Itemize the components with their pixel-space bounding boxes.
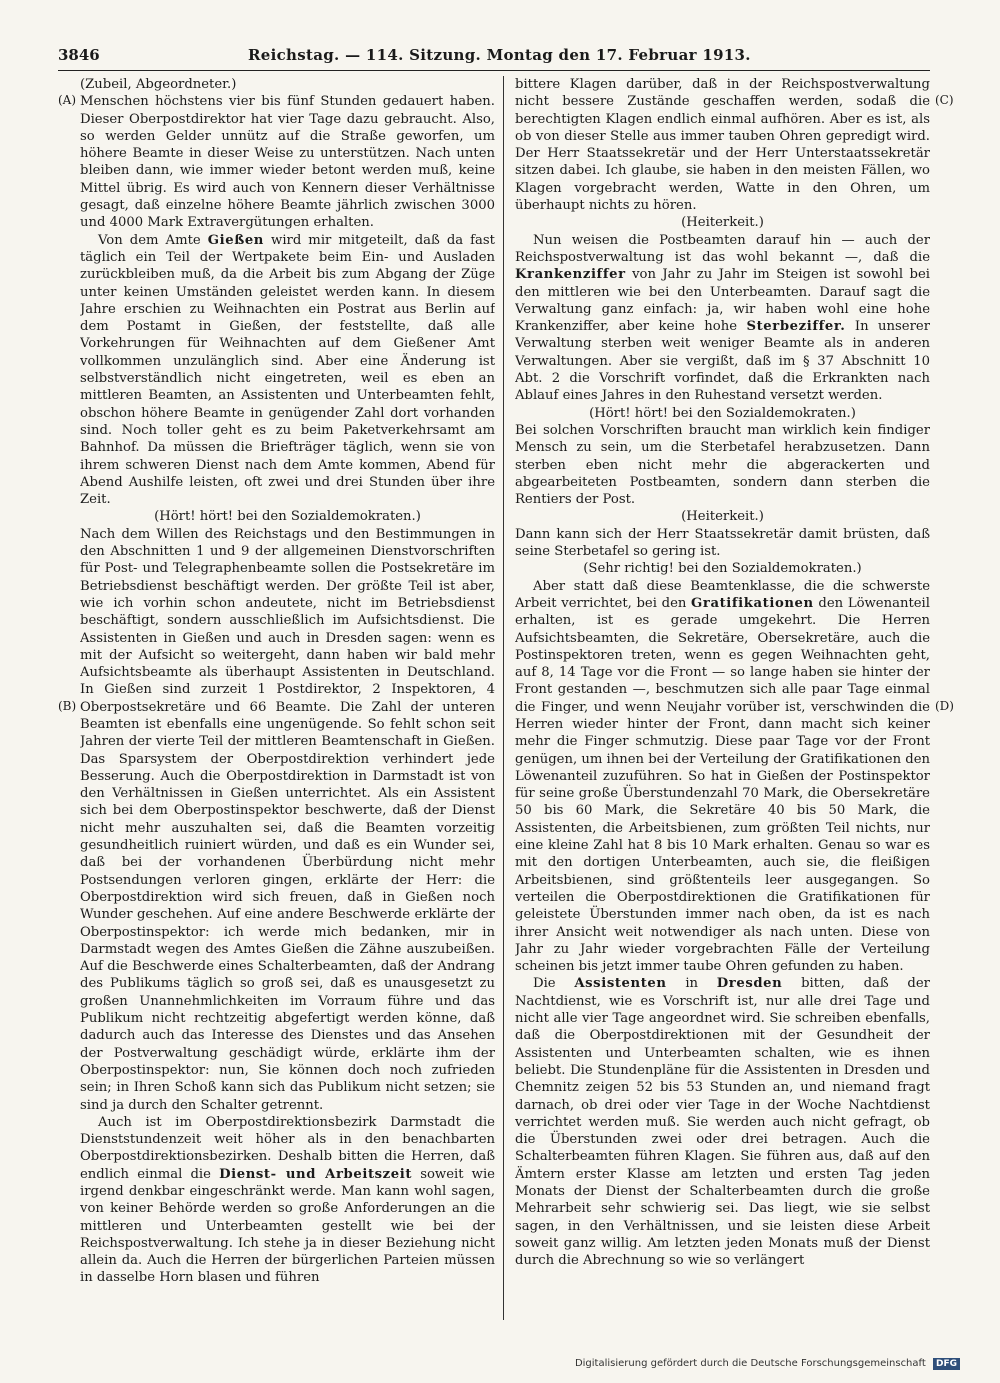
page-header [58,46,930,72]
paragraph: Bei solchen Vorschriften braucht man wirklich kein findiger Mensch zu sein, um die Sterbetafel herabzusetzen. Dann sterben eben nicht mehr die abgerackerten und abgearbeiteten Postbeamten, sondern dann sterben die Rentiers der Post. [515,422,930,508]
page-title: Reichstag. — 114. Sitzung. Montag den 17. Februar 1913. [248,46,751,64]
interjection: (Hört! hört! bei den Sozialdemokraten.) [589,405,856,421]
paragraph: Nach dem Willen des Reichstags und den Bestimmungen in den Abschnitten 1 und 9 der allgemeinen Dienstvorschriften für Post- und Telegraphenbeamte sollen die Postsekretäre im Betriebsdienst beschäftigt werden. Der größte Teil ist aber, wie ich vorhin schon andeutete, nicht im Betriebsdienst beschäftigt, sondern ausschließlich im Aufsichtsdienst. Die Assistenten in Gießen und auch in Dresden sagen: wenn es mit der Aufsicht so weitergeht, dann haben wir bald mehr Aufsichtsbeamte als überhaupt Assistenten in Deutschland. In Gießen sind zurzeit 1 Postdirektor, 2 Inspektoren, 4 Oberpostsekretäre und 66 Beamte. Die Zahl der unteren Beamten ist ebenfalls eine ungenügende. So fehlt schon seit Jahren der vierte Teil der mittleren Beamtenschaft in Gießen. Das Sparsystem der Oberpostdirektion verhindert jede Besserung. Auch die Oberpostdirektion in Darmstadt ist von den Verhältnissen in Gießen unterrichtet. Als ein Assistent sich bei dem Oberpostinspektor beschwerte, daß der Dienst nicht mehr auszuhalten sei, daß die Beamten vorzeitig gesundheitlich ruiniert würden, und daß es ein Wunder sei, daß bei der vorhandenen Überbürdung nicht mehr Postsendungen verloren gingen, erklärte der Herr: die Oberpostdirektion wird sich freuen, daß in Gießen noch Wunder geschehen. Auf eine andere Beschwerde erklärte der Oberpostinspektor: ich werde mich bedanken, mir in Darmstadt wegen des Amtes Gießen die Zähne auszubeißen. Auf die Beschwerde eines Schalterbeamten, daß der Andrang des Publikums täglich so groß sei, daß es unausgesetzt zu großen Unannehmlichkeiten im Vorraum führe und das Publikum nicht rechtzeitig abgefertigt werden könne, daß dadurch auch das Interesse des Dienstes und das Ansehen der Postverwaltung geschädigt würde, erklärte ihm der Oberpostinspektor: nun, Sie können doch noch zufrieden sein; in Ihren Schoß kann sich das Publikum nicht setzen; sie sind ja durch den Schalter getrennt. [80,526,495,1113]
emphasis: Dresden [716,976,783,992]
emphasis: Gratifikationen [691,595,814,611]
header-rule [58,70,930,71]
emphasis: Gießen [207,232,264,248]
paragraph: Auch ist im Oberpostdirektionsbezirk Darmstadt die Dienststundenzeit weit höher als in den benachbarten Oberpostdirektionsbezirken. Deshalb bitten die Herren, daß endlich einmal die Dienst- und Arbeitszeit soweit wie irgend denkbar eingeschränkt werde. Man kann wohl sagen, von keiner Behörde werden so große Anforderungen an die mittleren und Unterbeamten gestellt wie bei der Reichspostverwaltung. Ich stehe ja in dieser Beziehung nicht allein da. Auch die Herren der bürgerlichen Parteien müssen in dasselbe Horn blasen und führen [80,1114,495,1286]
emphasis: Sterbeziffer. [746,319,846,335]
margin-mark-c: (C) [935,93,954,107]
emphasis: Dienst- und Arbeitszeit [219,1166,413,1182]
interjection: (Heiterkeit.) [681,215,764,231]
paragraph: Von dem Amte Gießen wird mir mitgeteilt, daß da fast täglich ein Teil der Wertpakete beim Ein- und Ausladen zurückbleiben muß, da die Arbeit bis zum Abgang der Züge unter keinen Umständen geleistet werden kann. In diesem Jahre erschien zu Weihnachten ein Postrat aus Berlin auf dem Postamt in Gießen, der feststellte, daß alle Vorkehrungen für Weihnachten auf dem Gießener Amt vollkommen unzulänglich sind. Aber eine Änderung ist selbstverständlich nicht eingetreten, weil es eben an mittleren Beamten, an Assistenten und Unterbeamten fehlt, obschon höhere Beamte in genügender Zahl dort vorhanden sind. Noch toller geht es zu beim Paketverkehrsamt am Bahnhof. Da müssen die Briefträger täglich, wenn sie von ihrem schweren Dienst nach dem Amte kommen, Abend für Abend Aushilfe leisten, oft zwei und drei Stunden über ihre Zeit. [80,232,495,508]
footer-credit [575,1358,960,1370]
column-divider [503,76,504,1320]
paragraph: Dann kann sich der Herr Staatssekretär damit brüsten, daß seine Sterbetafel so gering ist. [515,526,930,560]
right-column [515,76,930,1320]
dfg-logo: DFG [933,1358,960,1370]
paragraph: Menschen höchstens vier bis fünf Stunden gedauert haben. Dieser Oberpostdirektor hat vier Tage dazu gebraucht. Also, so werden Gelder unnütz auf die Straße geworfen, um höhere Beamte in dieser Weise zu unterstützen. Nach unten bleiben dann, wie immer wieder betont werden muß, keine Mittel übrig. Es wird auch von Kennern dieser Verhältnisse gesagt, daß einzelne höhere Beamte jährlich zwischen 3000 und 4000 Mark Extravergütungen erhalten. [80,94,495,231]
margin-mark-d: (D) [935,699,954,713]
paragraph: Die Assistenten in Dresden bitten, daß der Nachtdienst, wie es Vorschrift ist, nur alle drei Tage und nicht alle vier Tage angeordnet wird. Sie schreiben ebenfalls, daß die Oberpostdirektionen mit der Gesundheit der Assistenten und Unterbeamten schalten, wie es ihnen beliebt. Die Stundenpläne für die Assistenten in Dresden und Chemnitz zeigen 52 bis 53 Stunden an, und niemand fragt darnach, ob drei oder vier Tage in der Woche Nachtdienst verrichtet werden muß. Sie werden auch nicht gefragt, ob die Überstunden zwei oder drei betragen. Auch die Schalterbeamten führen Klagen. Sie führen aus, daß auf den Ämtern erster Klasse am letzten und ersten Tag jeden Monats der Dienst der Schalterbeamten durch die große Mehrarbeit sehr schwierig sei. Das liegt, wie sie selbst sagen, in den Verhältnissen, und sie leisten diese Arbeit soweit ganz willig. Am letzten jeden Monats muß der Dienst durch die Abrechnung so wie so verlängert [515,976,930,1269]
footer-text: Digitalisierung gefördert durch die Deutsche Forschungsgemeinschaft [574,1358,926,1369]
paragraph: Nun weisen die Postbeamten darauf hin — auch der Reichspostverwaltung ist das wohl bekannt —, daß die Krankenziffer von Jahr zu Jahr im Steigen ist sowohl bei den mittleren wie bei den Unterbeamten. Darauf sagt die Verwaltung ganz einfach: ja, wir haben wohl eine hohe Krankenziffer, aber keine hohe Sterbeziffer. In unserer Verwaltung sterben weit weniger Beamte als in anderen Verwaltungen. Aber sie vergißt, daß im § 37 Abschnitt 10 Abt. 2 die Vorschrift vorfindet, daß die Erkrankten nach Ablauf eines Jahres in den Ruhestand versetzt werden. [515,232,930,404]
interjection: (Sehr richtig! bei den Sozialdemokraten.) [583,561,862,577]
left-column [80,76,495,1320]
paragraph: bittere Klagen darüber, daß in der Reichspostverwaltung nicht bessere Zustände geschaffen werden, sodaß die berechtigten Klagen endlich einmal aufhören. Aber es ist, als ob von dieser Stelle aus immer tauben Ohren gepredigt wird. Der Herr Staatssekretär und der Herr Unterstaatssekretär sitzen dabei. Ich glaube, sie haben in den meisten Fällen, wo Klagen vorgebracht werden, Watte in den Ohren, um überhaupt nichts zu hören. [515,77,930,214]
emphasis: Assistenten [574,976,667,992]
emphasis: Krankenziffer [515,267,626,283]
page-number: 3846 [58,46,100,64]
paragraph: Aber statt daß diese Beamtenklasse, die die schwerste Arbeit verrichtet, bei den Gratifikationen den Löwenanteil erhalten, ist es gerade umgekehrt. Die Herren Aufsichtsbeamten, die Sekretäre, Obersekretäre, auch die Postinspektoren treten, wenn es gegen Weihnachten geht, auf 8, 14 Tage vor die Front — so lange haben sie hinter der Front gestanden —, beschmutzen sich alle paar Tage einmal die Finger, und wenn Neujahr vorüber ist, verschwinden die Herren wieder hinter der Front, dann macht sich keiner mehr die Finger schmutzig. Diese paar Tage vor der Front genügen, um ihnen bei der Verteilung der Gratifikationen den Löwenanteil zuzuführen. So hat in Gießen der Postinspektor für seine große Überstundenzahl 70 Mark, die Obersekretäre 50 bis 60 Mark, die Sekretäre 40 bis 50 Mark, die Assistenten, die Arbeitsbienen, zum größten Teil nichts, nur eine kleine Zahl hat 8 bis 10 Mark erhalten. Genau so war es mit den dortigen Unterbeamten, auch sie, die fleißigen Arbeitsbienen, sind größtenteils leer ausgegangen. So verteilen die Oberpostdirektionen die Gratifikationen für geleistete Überstunden immer nach oben, da ist es nach ihrer Ansicht weit notwendiger als nach unten. Diese von Jahr zu Jahr wieder vorgebrachten Fälle der Verteilung scheinen bis jetzt immer taube Ohren gefunden zu haben. [515,578,930,975]
margin-mark-b: (B) [58,699,77,713]
interjection: (Heiterkeit.) [681,509,764,525]
margin-mark-a: (A) [58,93,77,107]
speaker-label: (Zubeil, Abgeordneter.) [80,77,237,92]
interjection: (Hört! hört! bei den Sozialdemokraten.) [154,509,421,525]
